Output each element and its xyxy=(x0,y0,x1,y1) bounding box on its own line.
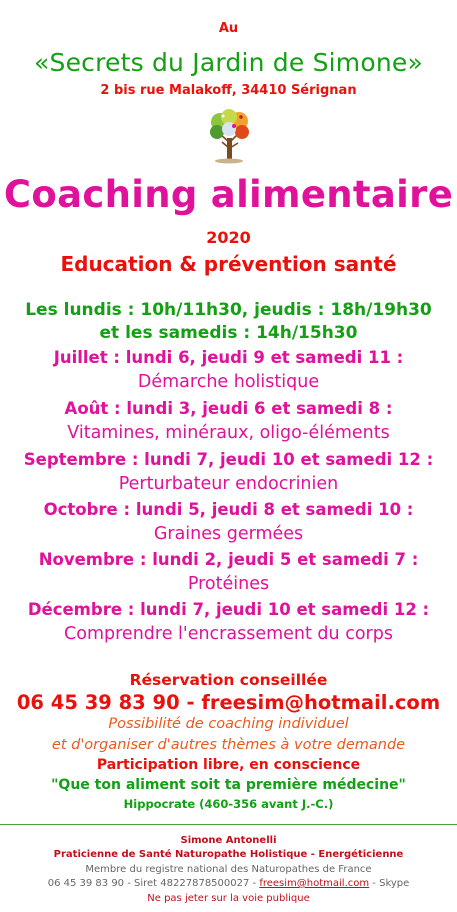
footer-divider xyxy=(0,824,457,825)
page-title: Coaching alimentaire xyxy=(3,173,454,216)
quote-attribution: Hippocrate (460-356 avant J.-C.) xyxy=(123,797,334,811)
session-topic-november: Protéines xyxy=(187,574,270,594)
subtitle: Education & prévention santé xyxy=(60,252,397,276)
footer-email-link[interactable]: freesim@hotmail.com xyxy=(259,878,370,889)
session-month-october: Octobre : lundi 5, jeudi 8 et samedi 10 : xyxy=(43,500,414,519)
session-topic-july: Démarche holistique xyxy=(137,372,320,392)
schedule-line-2: et les samedis : 14h/15h30 xyxy=(99,323,358,343)
four-seasons-tree-icon xyxy=(208,108,251,164)
session-month-august: Août : lundi 3, jeudi 6 et samedi 8 : xyxy=(64,399,393,418)
coaching-note-1: Possibilité de coaching individuel xyxy=(108,716,349,732)
schedule-line-1: Les lundis : 10h/11h30, jeudis : 18h/19h30 xyxy=(25,300,432,320)
footer-notice: Ne pas jeter sur la voie publique xyxy=(147,893,310,904)
session-topic-august: Vitamines, minéraux, oligo-éléments xyxy=(67,423,390,443)
intro-au: Au xyxy=(218,21,239,36)
hippocrates-quote: "Que ton aliment soit ta première médecine" xyxy=(51,777,406,793)
footer-contact-suffix: - Skype xyxy=(369,878,410,889)
footer-registry: Membre du registre national des Naturopathes de France xyxy=(85,864,372,875)
reservation-label: Réservation conseillée xyxy=(129,671,328,689)
reservation-contact: 06 45 39 83 90 - freesim@hotmail.com xyxy=(16,691,441,714)
session-topic-december: Comprendre l'encrassement du corps xyxy=(64,624,393,644)
footer-name: Simone Antonelli xyxy=(180,835,277,846)
venue-address: 2 bis rue Malakoff, 34410 Sérignan xyxy=(100,83,357,98)
participation-note: Participation libre, en conscience xyxy=(96,757,361,773)
session-month-july: Juillet : lundi 6, jeudi 9 et samedi 11 : xyxy=(53,348,404,367)
session-topic-october: Graines germées xyxy=(153,524,304,544)
year: 2020 xyxy=(206,228,251,247)
session-month-september: Septembre : lundi 7, jeudi 10 et samedi 12 : xyxy=(23,450,434,469)
session-month-december: Décembre : lundi 7, jeudi 10 et samedi 12 : xyxy=(27,600,430,619)
session-month-november: Novembre : lundi 2, jeudi 5 et samedi 7 : xyxy=(38,550,419,569)
coaching-note-2: et d'organiser d'autres thèmes à votre demande xyxy=(51,737,406,753)
footer-role: Praticienne de Santé Naturopathe Holistique - Energéticienne xyxy=(53,849,404,860)
footer-contact-prefix: 06 45 39 83 90 - Siret 48227878500027 - xyxy=(47,878,260,889)
footer-contact xyxy=(0,878,457,889)
venue-name: «Secrets du Jardin de Simone» xyxy=(34,48,423,77)
session-topic-september: Perturbateur endocrinien xyxy=(118,474,339,494)
